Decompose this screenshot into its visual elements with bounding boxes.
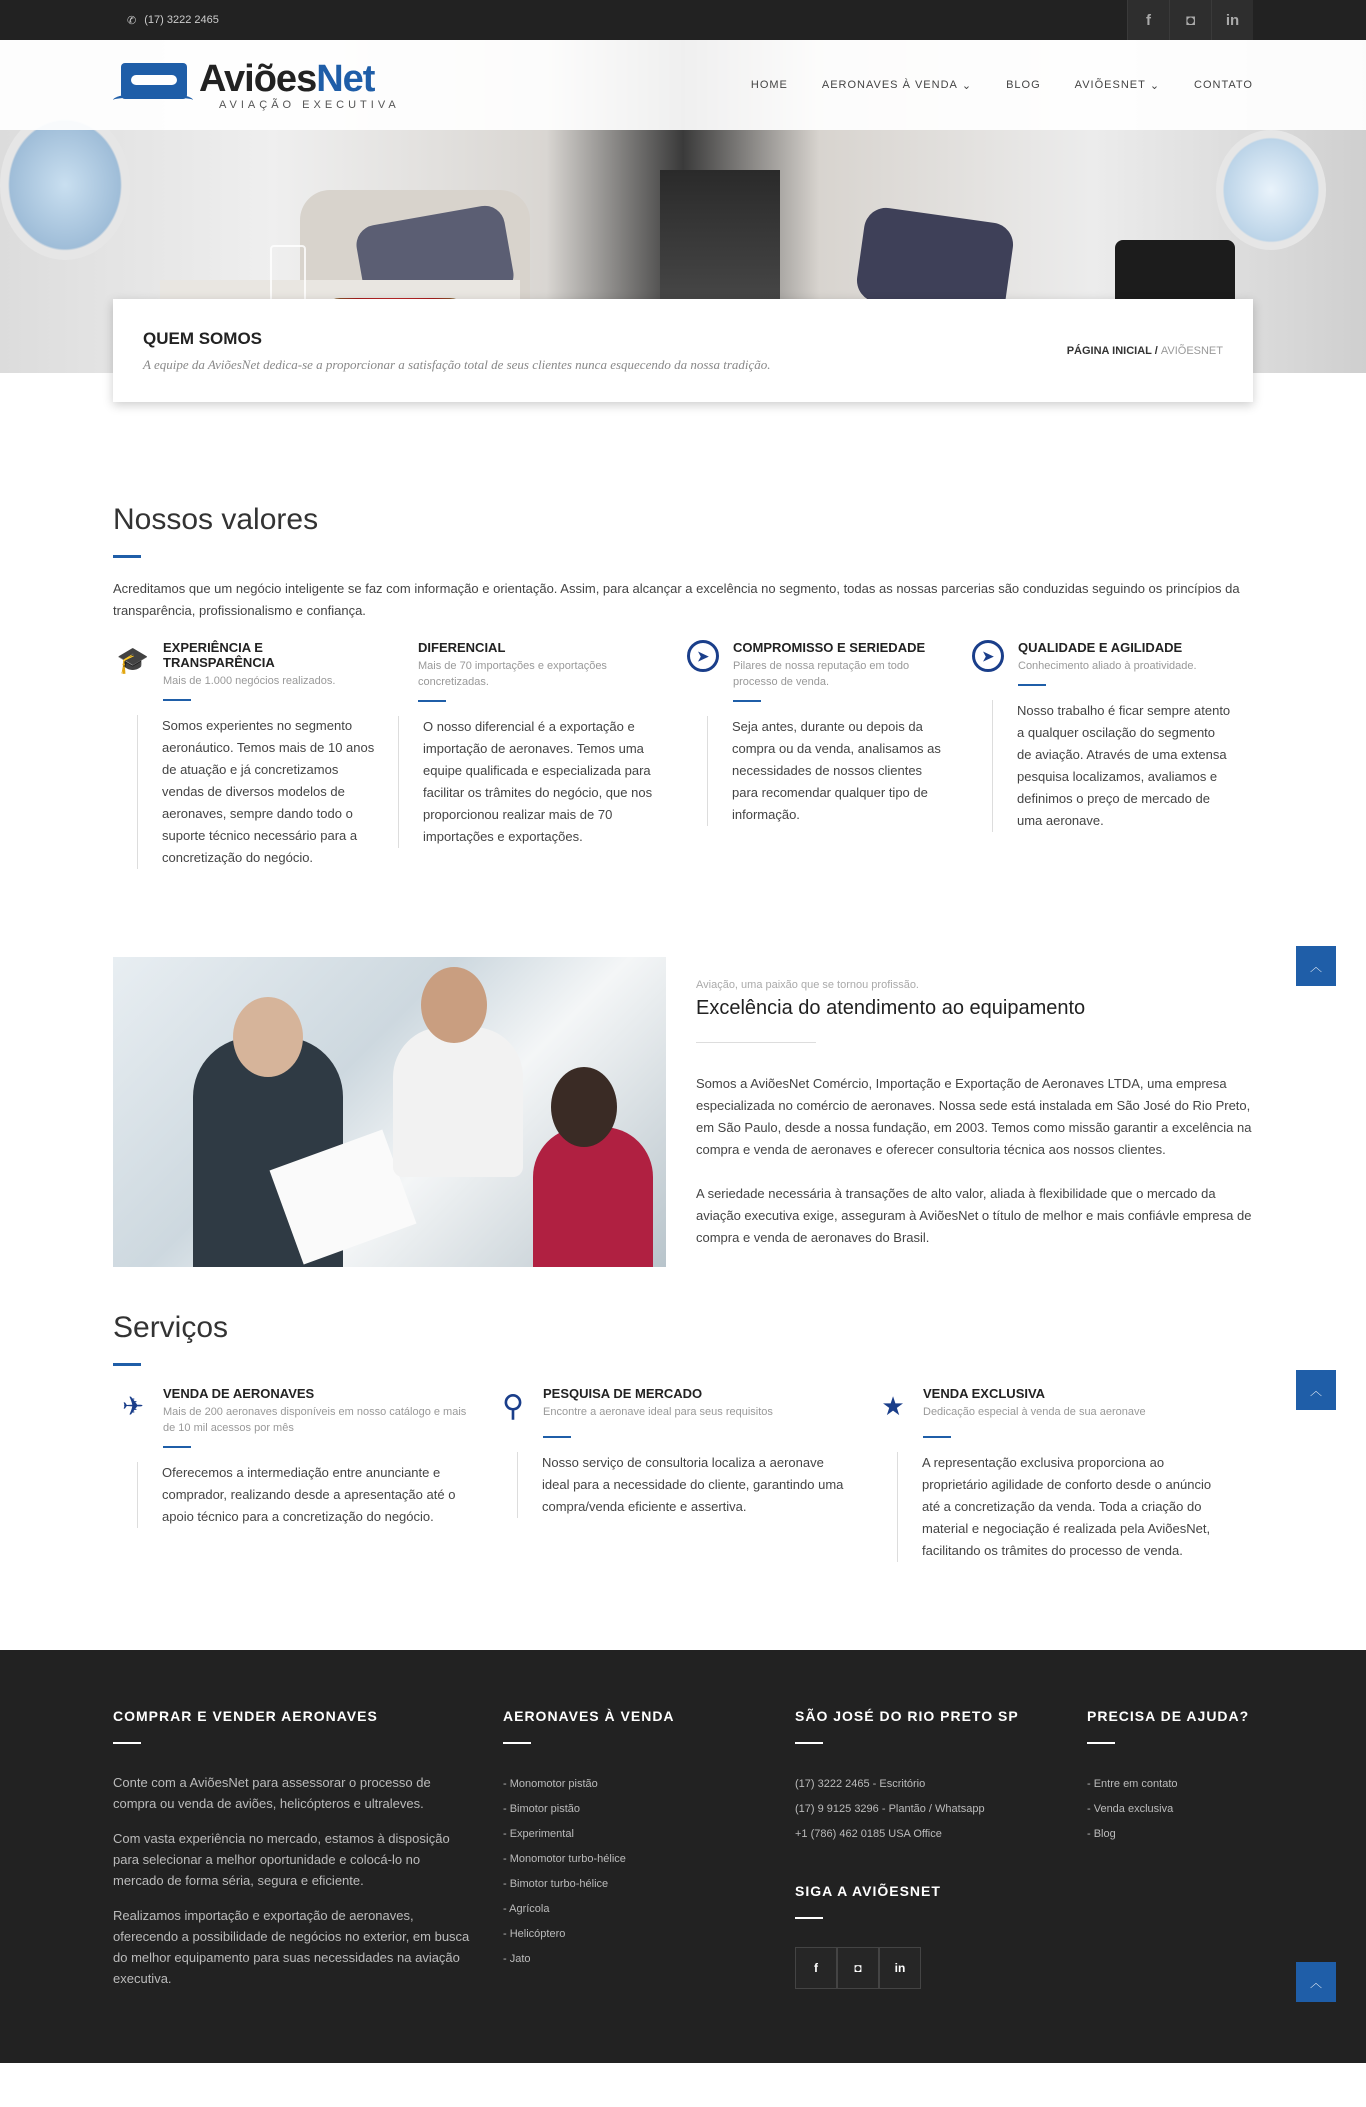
top-bar	[0, 0, 1366, 40]
logo-name-a: Aviões	[199, 57, 317, 100]
value-item: DIFERENCIAL Mais de 70 importações e exportações concretizadas. O nosso diferencial é a exportação e importação de aeronaves. Temos uma equipe qualificada e especializada para facilitar os trâmites do negócio, que nos proporcionou realizar mais de 70 importações e exportações.	[398, 640, 683, 869]
instagram-icon[interactable]: ◘	[837, 1947, 879, 1989]
footer-phone: (17) 9 9125 3296 - Plantão / Whatsapp	[795, 1803, 985, 1815]
search-icon: ⚲	[502, 1389, 524, 1423]
service-item: ⚲ PESQUISA DE MERCADO Encontre a aeronave ideal para seus requisitos Nosso serviço de consultoria localiza a aeronave ideal para a necessidade do cliente, garantindo uma compra/venda eficiente e assertiva.	[493, 1386, 873, 1562]
service-item: ✈ VENDA DE AERONAVES Mais de 200 aeronaves disponíveis em nosso catálogo e mais de 10 mil acessos por mês Oferecemos a intermediação entre anunciante e comprador, realizando desde a apresentação até o apoio técnico para a concretização do negócio.	[113, 1386, 493, 1562]
footer-link[interactable]: - Bimotor turbo-hélice	[503, 1878, 609, 1890]
main-navbar	[0, 40, 1366, 130]
chevron-down-icon: ⌄	[961, 79, 973, 92]
scroll-top-button[interactable]	[1296, 1370, 1336, 1410]
services-title: Serviços	[113, 1311, 229, 1344]
chevron-up-icon: ︿	[1309, 1383, 1322, 1398]
service-item: ★ VENDA EXCLUSIVA Dedicação especial à venda de sua aeronave A representação exclusiva proporciona ao proprietário agilidade de conforto desde o anúncio até a concretização da venda. Toda a criação do material e negociação é realizada pela AviõesNet, facilitando os trâmites do processo de venda.	[873, 1386, 1253, 1562]
page-title: QUEM SOMOS	[143, 328, 263, 348]
compass-icon: ➤	[972, 640, 1004, 672]
footer-col-aircraft: AERONAVES À VENDA - Monomotor pistão - Bimotor pistão - Experimental - Monomotor turbo-hélice - Bimotor turbo-hélice - Agrícola - Helicóptero - Jato	[503, 1708, 795, 2003]
chevron-up-icon: ︿	[1309, 1975, 1322, 1990]
graduation-cap-icon: 🎓	[116, 644, 150, 675]
scroll-top-button[interactable]	[1296, 1962, 1336, 2002]
services-section	[0, 1311, 1366, 1562]
linkedin-icon[interactable]: in	[879, 1947, 921, 1989]
logo-name-b: Net	[316, 57, 375, 100]
values-intro: Acreditamos que um negócio inteligente se faz com informação e orientação. Assim, para alcançar a excelência no segmento, todas as nossas parcerias são conduzidas seguindo os princípios da transparência, profissionalismo e confiança.	[113, 581, 1240, 618]
value-item: ➤ COMPROMISSO E SERIEDADE Pilares de nossa reputação em todo processo de venda. Seja antes, durante ou depois da compra ou da venda, analisamos as necessidades de nossos clientes para recomendar qualquer tipo de informação.	[683, 640, 968, 869]
about-paragraph: A seriedade necessária à transações de alto valor, aliada à flexibilidade que o mercado da aviação executiva exige, asseguram à AviõesNet o título de melhor e mais confiávle empresa de compra e venda de aeronaves do Brasil.	[696, 1186, 1252, 1245]
about-paragraph: Somos a AviõesNet Comércio, Importação e Exportação de Aeronaves LTDA, uma empresa especializada no comércio de aeronaves. Nossa sede está instalada em São José do Rio Preto, em São Paulo, desde a nossa fundação, em 2003. Temos como missão garantir a excelência na compra e venda de aeronaves e oferecer consultoria técnica aos nossos clientes.	[696, 1076, 1252, 1157]
footer-link[interactable]: - Venda exclusiva	[1087, 1803, 1174, 1815]
footer-col-about: COMPRAR E VENDER AERONAVES Conte com a AviõesNet para assessorar o processo de compra ou venda de aviões, helicópteros e ultraleves. Com vasta experiência no mercado, estamos à disposição para selecionar a melhor oportunidade e colocá-lo no mercado de forma séria, segura e eficiente. Realizamos importação e exportação de aeronaves, oferecendo a possibilidade de negócios no exterior, em busca do melhor equipamento para suas necessidades na aviação executiva.	[113, 1708, 470, 1986]
values-title: Nossos valores	[113, 503, 319, 536]
instagram-icon[interactable]: ◘	[1169, 0, 1211, 40]
values-section	[0, 373, 1366, 869]
page-subtitle: A equipe da AviõesNet dedica-se a proporcionar a satisfação total de seus clientes nunca esquecendo da nossa tradição.	[143, 356, 771, 372]
chevron-up-icon: ︿	[1309, 959, 1322, 974]
footer-link[interactable]: - Blog	[1087, 1828, 1116, 1840]
footer-link[interactable]: - Entre em contato	[1087, 1778, 1178, 1790]
footer-phone: +1 (786) 462 0185 USA Office	[795, 1828, 942, 1840]
page-title-card	[113, 299, 1253, 402]
breadcrumb-home[interactable]: PÁGINA INICIAL	[1066, 344, 1152, 357]
nav-avioesnet[interactable]: AVIÕESNET ⌄	[1074, 79, 1161, 92]
facebook-icon[interactable]: f	[1127, 0, 1169, 40]
facebook-icon[interactable]: f	[795, 1947, 837, 1989]
footer-social	[795, 1947, 1087, 1989]
footer-link[interactable]: - Experimental	[503, 1828, 574, 1840]
footer-phone: (17) 3222 2465 - Escritório	[795, 1778, 926, 1790]
star-icon: ★	[881, 1390, 905, 1421]
site-footer	[0, 1650, 1366, 2063]
top-phone-number: (17) 3222 2465	[144, 14, 219, 26]
site-logo[interactable]	[113, 59, 400, 111]
footer-link[interactable]: - Bimotor pistão	[503, 1803, 581, 1815]
footer-col-help: PRECISA DE AJUDA? - Entre em contato - Venda exclusiva - Blog	[1087, 1708, 1253, 2003]
top-phone	[113, 14, 219, 27]
about-kicker: Aviação, uma paixão que se tornou profissão.	[696, 979, 919, 991]
logo-tagline: AVIAÇÃO EXECUTIVA	[219, 98, 400, 111]
footer-link[interactable]: - Agrícola	[503, 1903, 550, 1915]
logo-plane-icon	[113, 59, 193, 111]
about-title: Excelência do atendimento ao equipamento	[696, 997, 1086, 1019]
about-section	[0, 957, 1366, 1271]
phone-icon: ✆	[127, 14, 137, 27]
main-nav	[751, 79, 1253, 92]
value-item: ➤ QUALIDADE E AGILIDADE Conhecimento aliado à proatividade. Nosso trabalho é ficar sempre atento a qualquer oscilação do segmento de aviação. Através de uma extensa pesquisa localizamos, avaliamos e definimos o preço de mercado de uma aeronave.	[968, 640, 1253, 869]
top-social	[1127, 0, 1253, 40]
breadcrumb: PÁGINA INICIAL / AVIÕESNET	[1066, 344, 1223, 357]
nav-home[interactable]: HOME	[750, 79, 788, 91]
breadcrumb-current: AVIÕESNET	[1160, 344, 1223, 357]
footer-link[interactable]: - Jato	[503, 1953, 531, 1965]
chevron-down-icon: ⌄	[1149, 79, 1161, 92]
plane-icon: ✈	[122, 1390, 144, 1421]
scroll-top-button[interactable]	[1296, 946, 1336, 986]
value-item: 🎓 EXPERIÊNCIA E TRANSPARÊNCIA Mais de 1.000 negócios realizados. Somos experientes no segmento aeronáutico. Temos mais de 10 anos de atuação e já concretizamos vendas de diversos modelos de aeronaves, sempre dando todo o suporte técnico necessário para a concretização do negócio.	[113, 640, 398, 869]
linkedin-icon[interactable]: in	[1211, 0, 1253, 40]
footer-link[interactable]: - Monomotor turbo-hélice	[503, 1853, 626, 1865]
nav-blog[interactable]: BLOG	[1006, 79, 1041, 91]
footer-link[interactable]: - Helicóptero	[503, 1928, 566, 1940]
nav-contato[interactable]: CONTATO	[1194, 79, 1253, 91]
footer-col-contact: SÃO JOSÉ DO RIO PRETO SP (17) 3222 2465 - Escritório (17) 9 9125 3296 - Plantão / Whatsapp +1 (786) 462 0185 USA Office SIGA A AVIÕESNET f ◘ in	[795, 1708, 1087, 2003]
footer-link[interactable]: - Monomotor pistão	[503, 1778, 598, 1790]
nav-aeronaves[interactable]: AERONAVES À VENDA ⌄	[821, 79, 973, 92]
compass-icon: ➤	[687, 640, 719, 672]
about-photo	[113, 957, 666, 1267]
